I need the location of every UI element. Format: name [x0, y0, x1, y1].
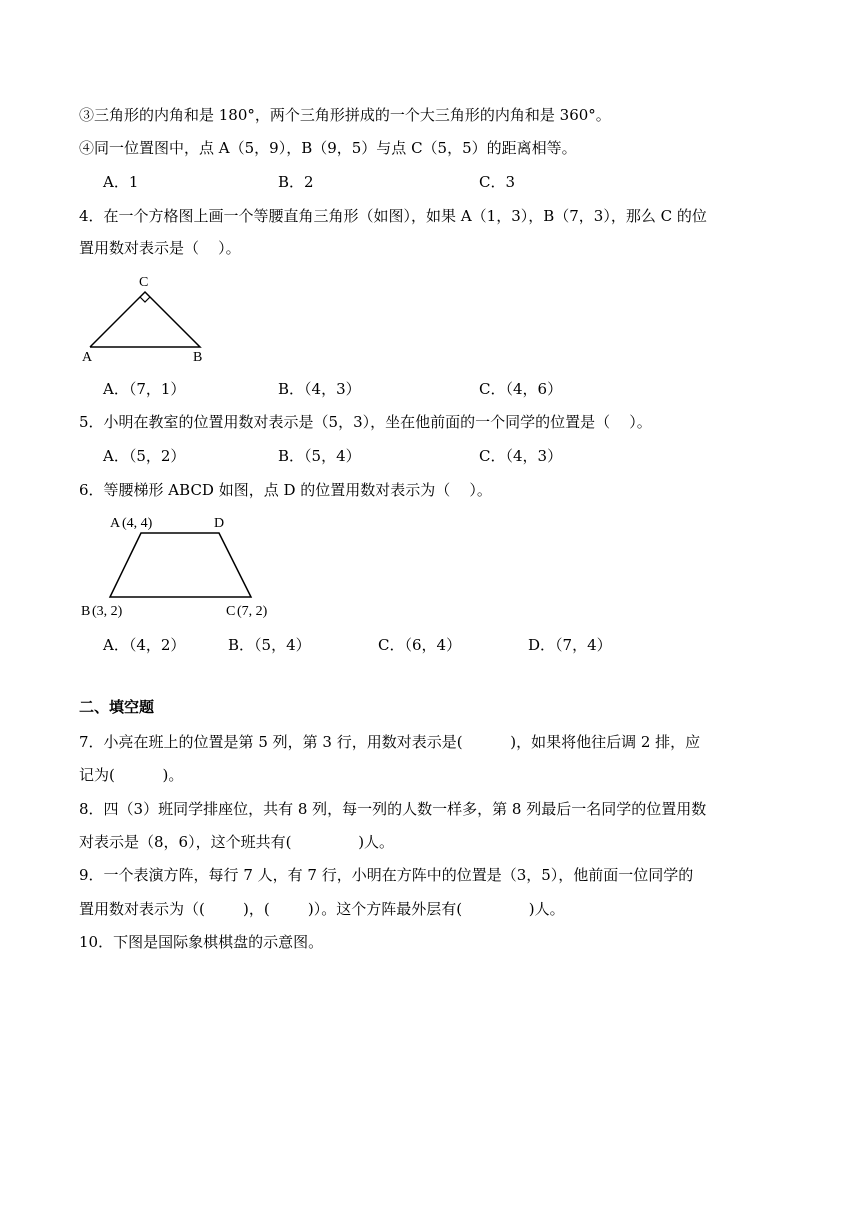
vertex-b-label: B — [193, 350, 203, 365]
q5-options — [103, 446, 823, 466]
q4-option-c[interactable]: C．（4，6） — [479, 380, 563, 398]
q6-option-d[interactable]: D．（7，4） — [528, 636, 612, 654]
vertex-c-coord: (7, 2) — [237, 604, 268, 619]
vertex-b-label: B — [81, 604, 91, 619]
vertex-b-coord: (3, 2) — [92, 604, 123, 619]
vertex-d-label: D — [214, 516, 225, 531]
vertex-c-label: C — [139, 275, 149, 290]
isosceles-right-triangle-figure — [78, 270, 218, 366]
q6-options — [103, 635, 823, 655]
q4-text-line2: 置用数对表示是（ ）。 — [79, 239, 241, 257]
section-heading-fill-in: 二、填空题 — [79, 698, 155, 716]
triangle-outline — [90, 292, 200, 347]
q4-text-line1: 4．在一个方格图上画一个等腰直角三角形（如图），如果 A（1，3），B（7，3），那么 C 的位 — [79, 207, 707, 225]
q7-text-line2: 记为( )。 — [79, 766, 184, 784]
trapezoid-outline — [110, 533, 251, 597]
q6-option-c[interactable]: C．（6，4） — [378, 636, 462, 654]
q4-option-a[interactable]: A．（7，1） — [103, 380, 186, 398]
q7-text-line1: 7．小亮在班上的位置是第 5 列，第 3 行，用数对表示是( )，如果将他往后调 2 排，应 — [79, 733, 701, 751]
q3-option-a[interactable]: A．1 — [103, 173, 139, 191]
q5-option-b[interactable]: B．（5，4） — [278, 447, 361, 465]
vertex-a-label: A — [82, 350, 93, 365]
q6-option-b[interactable]: B．（5，4） — [228, 636, 311, 654]
vertex-a-label: A — [110, 516, 121, 531]
vertex-c-label: C — [226, 604, 236, 619]
q3-option-c[interactable]: C．3 — [479, 173, 516, 191]
isosceles-trapezoid-figure — [78, 510, 288, 622]
q8-text-line2: 对表示是（8，6），这个班共有( )人。 — [79, 833, 395, 851]
q6-option-a[interactable]: A．（4，2） — [103, 636, 186, 654]
q6-text: 6．等腰梯形 ABCD 如图，点 D 的位置用数对表示为（ ）。 — [79, 481, 492, 499]
statement-4: ④同一位置图中，点 A（5，9），B（9，5）与点 C（5，5）的距离相等。 — [79, 139, 577, 157]
q5-option-c[interactable]: C．（4，3） — [479, 447, 563, 465]
q9-text-line1: 9．一个表演方阵，每行 7 人，有 7 行，小明在方阵中的位置是（3，5），他前面一位同学的 — [79, 866, 694, 884]
vertex-a-coord: (4, 4) — [122, 516, 153, 531]
q4-options — [103, 379, 823, 399]
q10-text: 10．下图是国际象棋棋盘的示意图。 — [79, 933, 324, 951]
statement-3: ③三角形的内角和是 180°，两个三角形拼成的一个大三角形的内角和是 360°。 — [79, 106, 611, 124]
q3-options — [103, 172, 823, 192]
q3-option-b[interactable]: B．2 — [278, 173, 314, 191]
right-angle-marker — [140, 297, 150, 302]
q5-option-a[interactable]: A．（5，2） — [103, 447, 186, 465]
q5-text: 5．小明在教室的位置用数对表示是（5，3），坐在他前面的一个同学的位置是（ ）。 — [79, 413, 652, 431]
q9-text-line2: 置用数对表示为（( )，( )）。这个方阵最外层有( )人。 — [79, 900, 565, 918]
q8-text-line1: 8．四（3）班同学排座位，共有 8 列，每一列的人数一样多，第 8 列最后一名同学的位置用数 — [79, 800, 707, 818]
q4-option-b[interactable]: B．（4，3） — [278, 380, 361, 398]
